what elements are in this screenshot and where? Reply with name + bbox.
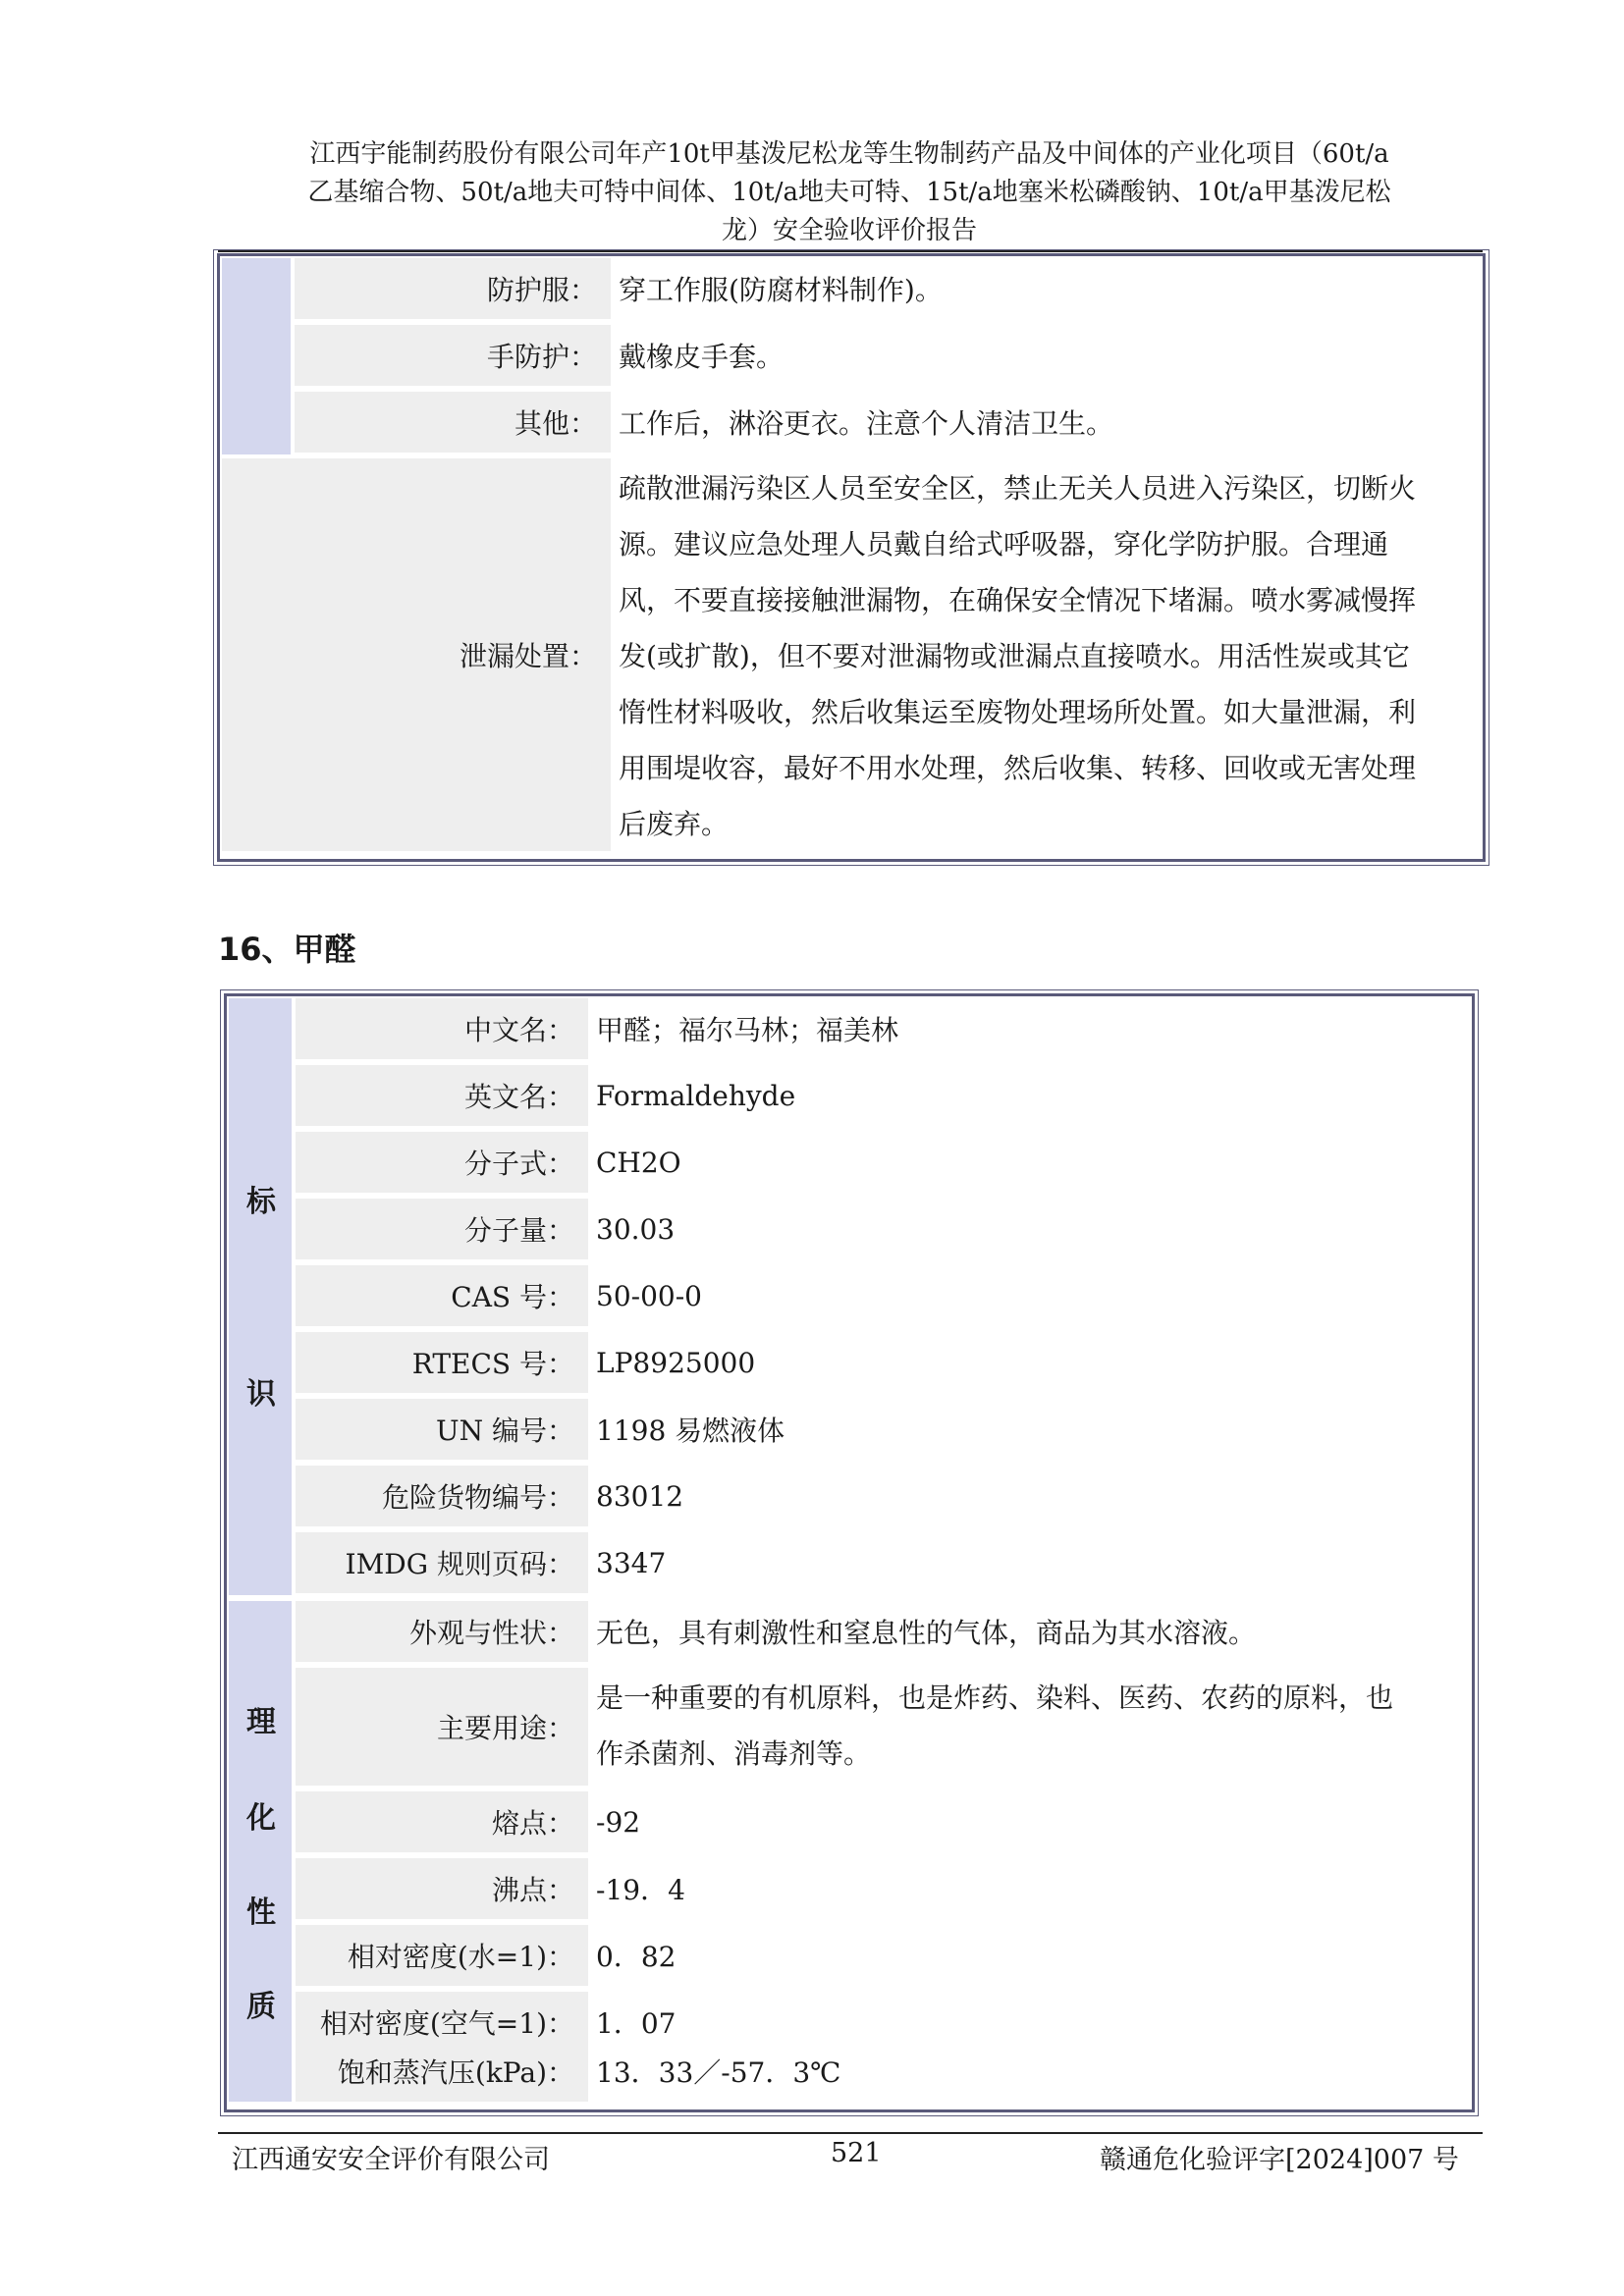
row-label: 英文名：	[296, 1065, 588, 1126]
row-label: 分子式：	[296, 1132, 588, 1193]
row-label: 相对密度(空气=1)：	[296, 1992, 588, 2053]
table-row	[296, 1532, 1462, 1593]
row-value: 30.03	[596, 1212, 676, 1246]
row-label: RTECS 号：	[296, 1332, 588, 1393]
row-label: 相对密度(水=1)：	[296, 1925, 588, 1986]
row-label: CAS 号：	[296, 1265, 588, 1326]
row-label: 手防护：	[295, 325, 611, 386]
spill-line: 源。建议应急处理人员戴自给式呼吸器，穿化学防护服。合理通	[619, 528, 1389, 561]
side-column-identity	[229, 998, 292, 1595]
table-row	[295, 258, 1475, 319]
row-value: 1198 易燃液体	[596, 1415, 785, 1447]
header-line-3: 龙）安全验收评价报告	[721, 216, 977, 245]
row-value: 无色，具有刺激性和窒息性的气体，商品为其水溶液。	[596, 1617, 1257, 1649]
table-row	[296, 1199, 1462, 1259]
table-row	[296, 998, 1462, 1059]
row-value: 工作后，淋浴更衣。注意个人清洁卫生。	[619, 407, 1114, 440]
spill-line: 疏散泄漏污染区人员至安全区，禁止无关人员进入污染区，切断火	[619, 472, 1417, 505]
footer-rule	[218, 2132, 1483, 2134]
row-value: -92	[596, 1805, 641, 1839]
previous-substance-table	[217, 253, 1486, 862]
row-value: 50-00-0	[596, 1279, 702, 1312]
footer-doc-number: 赣通危化验评字[2024]007 号	[1100, 2145, 1459, 2175]
side-column-protection	[222, 258, 291, 454]
row-value: 戴橡皮手套。	[619, 341, 785, 373]
row-value	[588, 1668, 1462, 1786]
table-row	[296, 1601, 1462, 1662]
row-value: 13．33／-57．3℃	[596, 2056, 841, 2089]
table-row	[296, 1132, 1462, 1193]
row-value: 穿工作服(防腐材料制作)。	[619, 274, 943, 306]
row-value: 甲醛；福尔马林；福美林	[596, 1014, 899, 1046]
spill-label: 泄漏处置：	[222, 458, 611, 851]
row-label: 外观与性状：	[296, 1601, 588, 1662]
footer-page-number: 521	[831, 2138, 882, 2168]
side-label-physchem-1: 理	[246, 1705, 276, 1739]
side-label-identity-2: 识	[246, 1377, 276, 1412]
table-row	[296, 1668, 1462, 1786]
usage-line: 作杀菌剂、消毒剂等。	[596, 1737, 872, 1770]
row-value: 0．82	[596, 1941, 677, 1973]
row-value: 83012	[596, 1479, 684, 1513]
side-label-identity-1: 标	[246, 1185, 276, 1219]
header-rule	[218, 250, 1483, 252]
table-row	[296, 1466, 1462, 1526]
row-label: 饱和蒸汽压(kPa)：	[296, 2041, 588, 2102]
row-label: 主要用途：	[296, 1668, 588, 1786]
formaldehyde-table	[224, 993, 1475, 2112]
table-row	[296, 1858, 1462, 1919]
row-value: 1．07	[596, 2007, 677, 2040]
spill-line: 发(或扩散)，但不要对泄漏物或泄漏点直接喷水。用活性炭或其它	[619, 640, 1410, 672]
side-column-physchem	[229, 1601, 292, 2102]
row-value: CH2O	[596, 1146, 681, 1179]
row-label: IMDG 规则页码：	[296, 1532, 588, 1593]
side-label-physchem-3: 性	[246, 1896, 276, 1930]
table-row	[296, 1332, 1462, 1393]
header-line-1: 江西宇能制药股份有限公司年产10t甲基泼尼松龙等生物制药产品及中间体的产业化项目（60t/a	[309, 139, 1389, 169]
row-label: 其他：	[295, 392, 611, 453]
row-label: 中文名：	[296, 998, 588, 1059]
row-value: -19．4	[596, 1874, 685, 1906]
row-label: 危险货物编号：	[296, 1466, 588, 1526]
row-label: 防护服：	[295, 258, 611, 319]
table-row	[296, 2041, 1462, 2102]
usage-line: 是一种重要的有机原料，也是炸药、染料、医药、农药的原料，也	[596, 1682, 1394, 1714]
table-row	[296, 1925, 1462, 1986]
table-row	[295, 392, 1475, 453]
header-line-2: 乙基缩合物、50t/a地夫可特中间体、10t/a地夫可特、15t/a地塞米松磷酸钠、10t/a甲基泼尼松	[307, 178, 1391, 207]
report-header	[221, 135, 1478, 250]
row-label: 沸点：	[296, 1858, 588, 1919]
table-row	[296, 1399, 1462, 1460]
table-row	[296, 1265, 1462, 1326]
row-label: 熔点：	[296, 1791, 588, 1852]
spill-handling-row	[222, 458, 1475, 851]
spill-line: 用围堤收容，最好不用水处理，然后收集、转移、回收或无害处理	[619, 752, 1417, 784]
row-label: 分子量：	[296, 1199, 588, 1259]
spill-line: 后废弃。	[619, 808, 730, 840]
table-row	[296, 1791, 1462, 1852]
spill-line: 惰性材料吸收，然后收集运至废物处理场所处置。如大量泄漏，利	[619, 696, 1417, 728]
side-label-physchem-4: 质	[246, 1990, 276, 2024]
footer-company: 江西通安安全评价有限公司	[232, 2145, 550, 2175]
table-row	[296, 1065, 1462, 1126]
section-title: 16、甲醛	[218, 931, 356, 968]
row-value: Formaldehyde	[596, 1079, 796, 1112]
spill-line: 风，不要直接接触泄漏物，在确保安全情况下堵漏。喷水雾减慢挥	[619, 584, 1417, 616]
spill-text	[611, 458, 1475, 851]
row-value: LP8925000	[596, 1346, 756, 1379]
row-label: UN 编号：	[296, 1399, 588, 1460]
row-value: 3347	[596, 1546, 667, 1579]
side-label-physchem-2: 化	[246, 1801, 276, 1836]
table-row	[295, 325, 1475, 386]
